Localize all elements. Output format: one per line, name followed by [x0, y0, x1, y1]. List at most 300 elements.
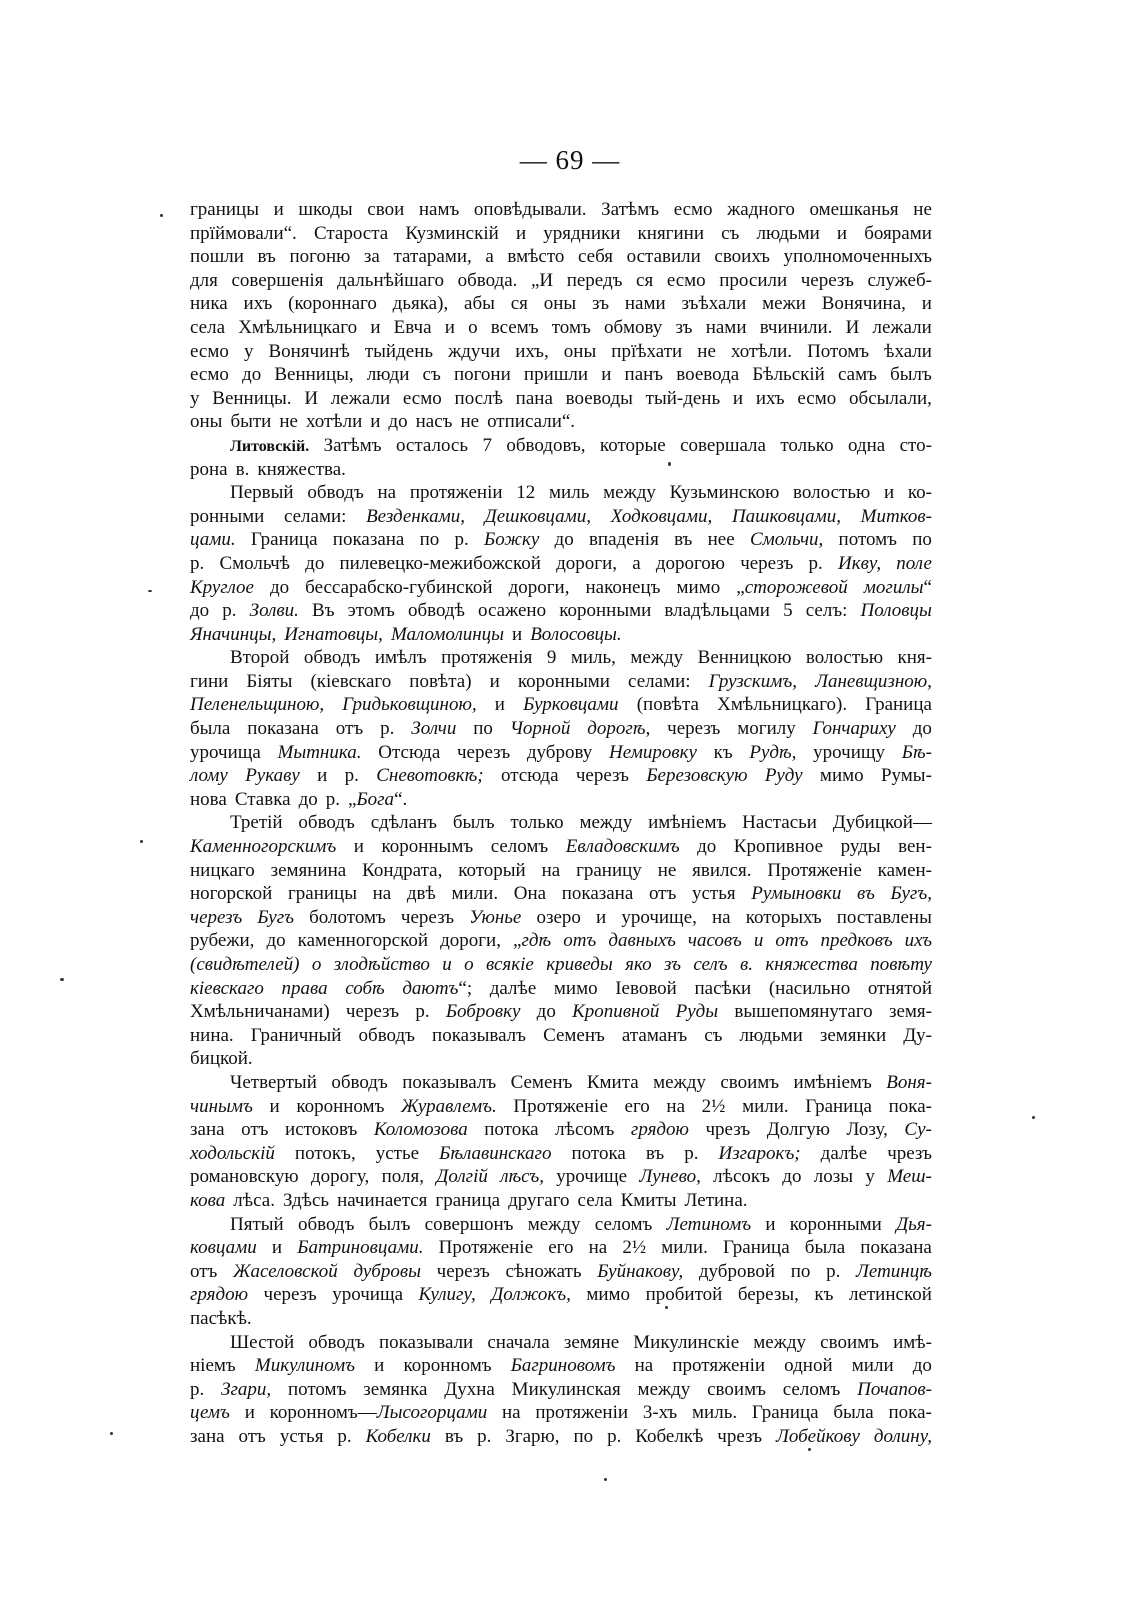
word: 2½ [701, 1095, 726, 1117]
word: черезъ [263, 1284, 317, 1306]
word: лому [190, 765, 228, 787]
word: совершонъ [424, 1213, 514, 1235]
word: люди [366, 364, 410, 386]
word: дуброву [526, 741, 593, 763]
word: потока [484, 1119, 539, 1141]
word: отписали“. [487, 411, 576, 433]
word: омешканья [809, 199, 899, 220]
word: Семенъ [510, 1071, 573, 1093]
word: служеб- [867, 269, 932, 291]
word: грядою [190, 1284, 249, 1306]
scan-speck [1032, 1116, 1035, 1119]
word: и [883, 482, 895, 504]
word: по [573, 1425, 594, 1447]
word: лежали [330, 387, 391, 409]
word: Здѣсь [282, 1189, 330, 1211]
word: впаденія [588, 529, 659, 551]
word: Меш- [887, 1166, 932, 1188]
word: Кобелки [365, 1425, 431, 1447]
word: сначала [487, 1331, 550, 1353]
word: имѣніемъ [648, 812, 727, 834]
word: зъѣхали [681, 293, 747, 315]
text-line [190, 717, 932, 741]
word: цами. [190, 529, 236, 551]
word: пасѣки [694, 977, 752, 999]
word: не [279, 411, 298, 433]
text-line [190, 387, 932, 411]
word: Шестой [230, 1331, 295, 1353]
word: всемъ [490, 316, 539, 338]
word: устья [279, 1425, 324, 1447]
word: къ [713, 741, 733, 763]
word: Долгій [436, 1166, 488, 1188]
word: вен- [898, 836, 932, 858]
word: лѣсомъ [555, 1119, 615, 1141]
word: даютъ“; [402, 977, 473, 999]
word: Грузскимъ, [708, 670, 798, 692]
word: миль. [692, 1402, 738, 1424]
word: показывалъ [402, 1071, 497, 1093]
word: обводъ [307, 482, 364, 504]
word: о [468, 316, 478, 338]
word: Почапов- [857, 1378, 932, 1400]
word: Кмита [586, 1071, 639, 1093]
word: „сторожевой [736, 576, 848, 598]
word: обводовъ, [506, 434, 586, 456]
word: Лунево, [639, 1166, 701, 1188]
text-line [190, 1142, 932, 1166]
word: осталось [395, 434, 469, 456]
word: ніемъ [190, 1355, 236, 1377]
word: до [388, 411, 408, 433]
word: мили. [451, 883, 499, 905]
word: отъ [238, 1425, 266, 1447]
word: Лобейкову [775, 1425, 860, 1447]
word: „гдѣ [513, 930, 552, 952]
word: одной [784, 1355, 833, 1377]
word: грядою [630, 1119, 689, 1141]
word: Смольчѣ [219, 552, 290, 574]
word: коронномъ [403, 1355, 492, 1377]
word: наконецъ [585, 576, 661, 598]
word: (короннаго [288, 293, 377, 315]
word: и [374, 1355, 385, 1377]
word: Изгарокъ; [718, 1142, 801, 1164]
word: дороги, [440, 930, 501, 952]
word: урочища [332, 1284, 404, 1306]
word: истоковъ [285, 1119, 358, 1141]
word: руды [840, 836, 881, 858]
word: коронномъ—Лысогорцами [269, 1402, 488, 1424]
word: вчинили. [759, 316, 833, 338]
word: собѣ [345, 977, 385, 999]
word: свои [367, 199, 405, 220]
word: съ [721, 222, 740, 244]
word: р. [826, 1260, 841, 1282]
word: обводъ [303, 647, 361, 669]
text-line [190, 222, 932, 246]
word: протяженія [441, 647, 533, 669]
word: р. [808, 552, 823, 574]
word: Староста [313, 222, 389, 244]
word: селами: [283, 505, 347, 527]
word: владѣльцами [664, 600, 770, 622]
word: своимъ [820, 1331, 879, 1353]
word: передъ [566, 269, 623, 291]
word: пилевецко-межибожской [339, 552, 541, 574]
text-line [190, 552, 932, 576]
word: мимо [819, 765, 864, 787]
word: самъ [837, 364, 877, 386]
word: и [244, 1402, 255, 1424]
word: Рудѣ, [749, 741, 797, 763]
word: обводъ [308, 1331, 365, 1353]
word: поставлены [836, 906, 932, 928]
text-line [190, 1000, 932, 1024]
word: р. [325, 788, 340, 810]
word: потомъ [287, 1378, 347, 1400]
word: имѣ- [893, 1331, 932, 1353]
word: селомъ [490, 836, 549, 858]
word: пошли [190, 246, 244, 268]
word: дьяка), [392, 293, 449, 315]
word: „И [530, 269, 554, 291]
text-line [190, 788, 932, 812]
word: и [442, 954, 452, 975]
word: Су- [904, 1119, 932, 1141]
word: ихъ, [515, 340, 549, 362]
word: Кропивной [572, 1001, 660, 1023]
word: до [554, 529, 574, 551]
word: Кулигу, [418, 1284, 476, 1306]
word: болотомъ [309, 906, 386, 928]
word: отъ [335, 718, 364, 740]
word: другаго [508, 1189, 570, 1211]
word: черезъ [457, 741, 511, 763]
word: и [512, 623, 523, 645]
word: пана [515, 387, 553, 409]
word: есмо [190, 340, 229, 362]
word: чинымъ [190, 1095, 253, 1117]
word: оповѣдывали. [473, 199, 587, 220]
word: дальнѣйшаго [337, 269, 444, 291]
word: отсюда [500, 765, 559, 787]
text-line [190, 269, 932, 293]
word: Бѣльскій [752, 364, 825, 386]
word: отъ [648, 883, 677, 905]
word: и [269, 1095, 280, 1117]
word: атаманъ [621, 1024, 688, 1046]
word: дороги, [556, 552, 617, 574]
word: Граница [751, 1402, 819, 1424]
word: оны [543, 293, 577, 315]
word: зъ [592, 293, 610, 315]
word: ихъ [755, 387, 785, 409]
word: рубежи, [190, 930, 255, 952]
word: Каменногорскимъ [190, 836, 337, 858]
word: прїймовали“. [190, 222, 297, 244]
word: Кмиты [620, 1189, 677, 1211]
word: на [502, 1402, 521, 1424]
word: Летина. [684, 1189, 748, 1211]
word: погони [453, 364, 511, 386]
word: показывали [378, 1331, 474, 1353]
word: коронными [559, 600, 652, 622]
word: до [697, 836, 717, 858]
word: нина. [190, 1024, 234, 1046]
word: дубровой [698, 1260, 775, 1282]
word: Дешковцами, [484, 505, 592, 527]
text-line [190, 1118, 932, 1142]
word: и [444, 316, 455, 338]
word: Везденками, [366, 505, 466, 527]
word: Золчи [411, 718, 457, 740]
word: отъ [190, 1260, 218, 1282]
word: съ [704, 1024, 723, 1046]
word: между [637, 1378, 691, 1400]
text-line [190, 1236, 932, 1260]
word: ихъ [904, 930, 932, 952]
word: границу [576, 859, 642, 881]
word: коронномъ [296, 1095, 385, 1117]
word: права [281, 977, 328, 999]
word: долину, [873, 1425, 932, 1447]
word: Протяженіе [767, 859, 862, 881]
word: Батриновцами. [297, 1237, 424, 1259]
word: Затѣмъ [323, 434, 382, 456]
word: черезъ [190, 906, 243, 928]
word: часовъ [687, 930, 742, 952]
word: далѣе [820, 1142, 868, 1164]
word: и [596, 906, 607, 928]
word: томъ [551, 316, 591, 338]
word: и [601, 364, 612, 386]
word: за [363, 246, 380, 268]
word: р. [477, 1425, 492, 1447]
word: волостью [805, 647, 884, 669]
word: отъ [241, 1119, 269, 1141]
body-text [190, 198, 932, 1448]
word: сто- [899, 434, 932, 456]
word: 7 [482, 434, 492, 456]
word: Березовскую [646, 765, 748, 787]
word: имѣлъ [374, 647, 427, 669]
word: р. [607, 1425, 622, 1447]
word: въ [645, 1142, 665, 1164]
word: до [782, 1166, 802, 1188]
text-line [190, 1095, 932, 1119]
word: пасѣкѣ. [190, 1307, 252, 1329]
word: Румы- [880, 765, 932, 787]
text-line [190, 977, 932, 1001]
word: Икву, [837, 552, 882, 574]
text-line [190, 1260, 932, 1284]
word: кіевскаго [190, 977, 264, 999]
word: романовскую [190, 1166, 299, 1188]
word: короннымъ [381, 836, 474, 858]
text-line [190, 811, 932, 835]
word: княжества [765, 954, 858, 975]
word: Кондрата, [362, 859, 443, 881]
word: оны [563, 340, 597, 362]
word: земянки [819, 1024, 887, 1046]
text-line [190, 198, 932, 222]
word: Духна [444, 1378, 495, 1400]
word: Бугъ, [890, 883, 932, 905]
word: в. [235, 458, 250, 480]
word: хотѣли. [730, 340, 792, 362]
word: и [515, 222, 527, 244]
word: воевода [676, 364, 740, 386]
word: коронными [789, 1213, 882, 1235]
word: былъ [890, 364, 932, 386]
word: цемъ [190, 1402, 230, 1424]
word: Бугъ [257, 906, 295, 928]
word: имѣніемъ [793, 1071, 872, 1093]
word: была [833, 1402, 874, 1424]
scan-speck [808, 1448, 811, 1451]
word: и [753, 930, 764, 952]
word: до [912, 718, 932, 740]
word: 5 [783, 600, 793, 622]
word: насъ [415, 411, 453, 433]
word: у [243, 340, 254, 362]
word: между [603, 482, 656, 504]
word: между [753, 1331, 807, 1353]
word: урочище [556, 1166, 628, 1188]
word: устье [375, 1142, 420, 1164]
word: есмо [190, 364, 229, 386]
word: границы [288, 883, 357, 905]
scan-speck [160, 214, 163, 217]
word: и [489, 670, 500, 692]
word: зъ [663, 954, 682, 975]
word: лѣса. [233, 1189, 275, 1211]
word: уполномоченныхъ [783, 246, 932, 268]
text-line [190, 505, 932, 529]
word: есмо [402, 387, 442, 409]
word: 12 [516, 482, 536, 504]
word: и [921, 293, 932, 315]
word: для [190, 269, 218, 291]
word: (насильно [768, 977, 851, 999]
word: Рукаву [245, 765, 300, 787]
word: обводъ [331, 1071, 388, 1093]
word: Потомъ [807, 340, 870, 362]
word: Микулиномъ [254, 1355, 355, 1377]
word: каменногорской [297, 930, 429, 952]
word: показана [860, 1237, 932, 1259]
word: своимъ [720, 1071, 780, 1093]
text-line [190, 1425, 932, 1449]
word: всякіе [485, 954, 534, 975]
word: р. [190, 1378, 205, 1400]
word: протяженіи [535, 1402, 629, 1424]
word: на [377, 482, 397, 504]
word: мимо [553, 977, 598, 999]
word: Багриновомъ [510, 1355, 616, 1377]
word: мимо [676, 576, 721, 598]
word: Кузминскій [405, 222, 499, 244]
text-line [190, 316, 932, 340]
word: въ [257, 246, 276, 268]
word: до [269, 576, 290, 598]
text-line [190, 1165, 932, 1189]
word: была [190, 718, 231, 740]
word: своихъ [714, 246, 770, 268]
word: березы, [737, 1284, 799, 1306]
word: Бѣ- [901, 741, 932, 763]
text-line [190, 599, 932, 623]
word: шкоды [298, 199, 353, 220]
word: урочище, [621, 906, 697, 928]
text-line [190, 1307, 932, 1331]
word: пока- [888, 1095, 932, 1117]
word: р. [222, 600, 237, 622]
word: Венницы, [274, 364, 354, 386]
word: Венницкою [697, 647, 792, 669]
word: Пятый [230, 1213, 284, 1235]
word: криведы [546, 954, 613, 975]
word: граница [435, 1189, 501, 1211]
word: урядники [543, 222, 621, 244]
word: между [653, 1071, 706, 1093]
text-line [190, 929, 932, 953]
word: мили [851, 1355, 894, 1377]
word: р. [415, 1001, 430, 1023]
word: Воня- [886, 1071, 932, 1093]
word: тыйдень [364, 340, 434, 362]
word: Жаселовской [233, 1260, 338, 1282]
word: Бурковцами [523, 694, 619, 716]
word: Смольчи, [749, 529, 824, 551]
word: совершенія [231, 269, 324, 291]
word: миль, [570, 647, 616, 669]
word: земяне [563, 1331, 620, 1353]
word: этомъ [347, 600, 395, 622]
word: мили. [742, 1095, 789, 1117]
word: ронными [190, 505, 265, 527]
word: вмѣсто [507, 246, 565, 268]
word: урочища [190, 741, 261, 763]
word: протяженіи [409, 482, 503, 504]
word: и [370, 316, 381, 338]
word: начинается [337, 1189, 428, 1211]
word: между [630, 647, 684, 669]
word: у [190, 387, 200, 409]
word: людьми [739, 1024, 803, 1046]
text-line [190, 953, 932, 977]
word: Граница [865, 694, 932, 716]
word: и [765, 1213, 776, 1235]
word: обсылали, [849, 387, 932, 409]
word: Лозу, [846, 1119, 888, 1141]
word: 3-хъ [642, 1402, 678, 1424]
word: была [804, 1237, 846, 1259]
word: потомъ [838, 529, 898, 551]
word: обводъ [358, 1024, 415, 1046]
word: Микулинскіе [633, 1331, 740, 1353]
word: Згарю, [505, 1425, 560, 1447]
word: его [624, 1095, 650, 1117]
word: явился. [692, 859, 752, 881]
text-line [190, 1354, 932, 1378]
word: черезъ [345, 1001, 400, 1023]
text-line [190, 764, 932, 788]
word: и [836, 222, 848, 244]
word: и [732, 387, 744, 409]
word: обвода. [457, 269, 518, 291]
